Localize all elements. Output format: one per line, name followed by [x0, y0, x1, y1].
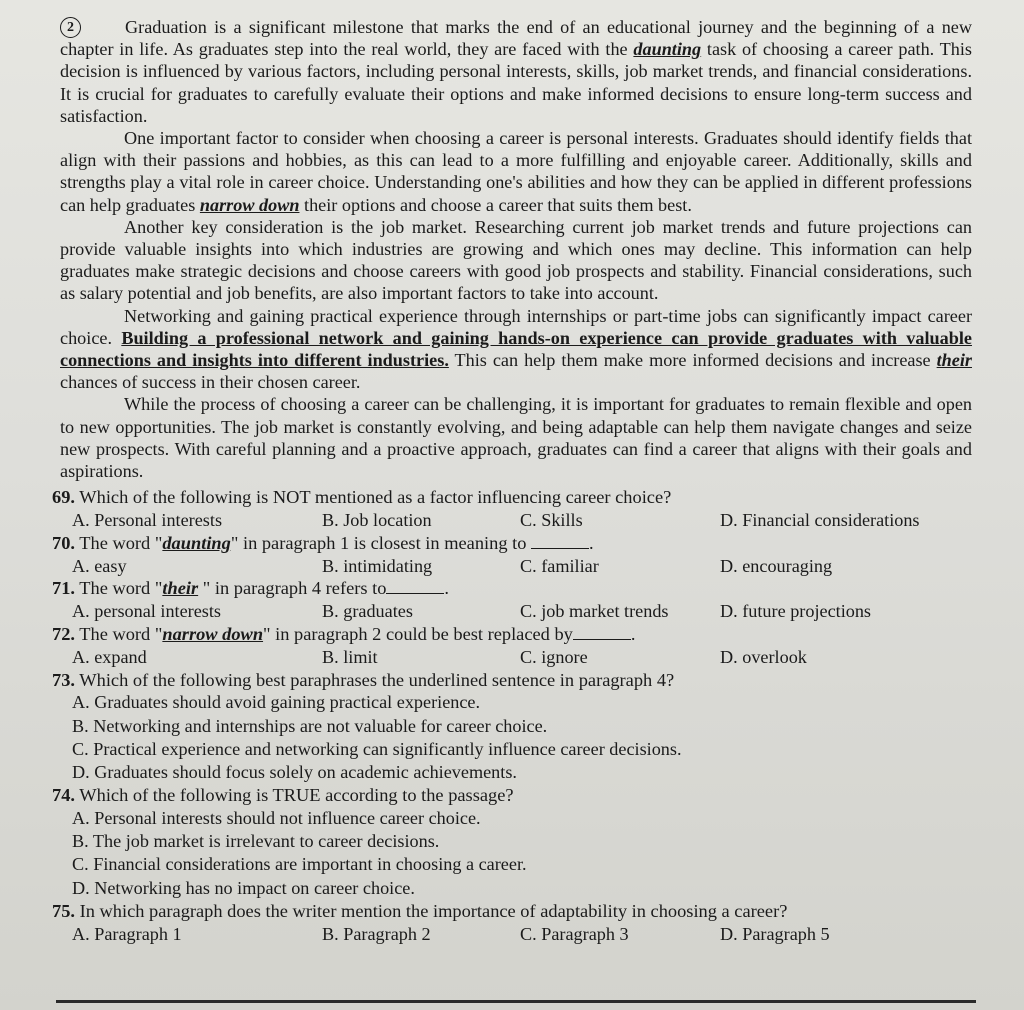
underlined-word-daunting: daunting [633, 39, 702, 60]
option-d[interactable]: D. Paragraph 5 [720, 923, 830, 944]
question-number: 71. [52, 578, 75, 599]
options-71 [60, 600, 972, 623]
paragraph-5: While the process of choosing a career can be challenging, it is important for graduates to remain flexible and open to new opportunities. The job market is constantly evolving, and being adaptable can help them navigate changes and seize new prospects. With careful planning and a proactive approach, graduates can find a career that aligns with their goals and aspirations. [60, 394, 972, 482]
question-text: Which of the following is NOT mentioned as a factor influencing career choice? [75, 487, 672, 508]
paragraph-2-text-a: One important factor to consider when choosing a career is personal interests. Graduates should identify fields that align with their passions and hobbies, as this can lead to a more fulfilling and enjoyable career. Additionally, skills and strengths play a vital role in career choice. Understanding one's abilities and how they can be applied in different professions can help graduates [60, 128, 972, 215]
option-c[interactable]: C. job market trends [520, 601, 669, 622]
question-keyword: daunting [162, 532, 231, 553]
question-text: Which of the following is TRUE according to the passage? [75, 785, 514, 806]
question-74 [52, 784, 972, 807]
option-a[interactable]: A. Personal interests [72, 510, 223, 531]
bottom-rule [56, 1000, 976, 1003]
underlined-sentence: Building a professional network and gaining hands-on experience can provide graduates with valuable connections and insights into different industries. [60, 327, 972, 371]
option-c[interactable]: C. Paragraph 3 [520, 923, 629, 944]
question-keyword: narrow down [162, 624, 264, 645]
question-number: 72. [52, 624, 75, 645]
question-number: 73. [52, 669, 75, 690]
question-text-pre: The word " [75, 578, 163, 599]
options-70 [60, 555, 972, 578]
answer-blank [531, 534, 589, 549]
option-c[interactable]: C. Skills [520, 510, 583, 531]
paragraph-1-text-a: Graduation is a significant milestone that marks the end of an educational journey and the beginning of a new chapter in life. As graduates step into the real world, they are faced with the [60, 17, 972, 60]
underlined-word-narrow-down: narrow down [199, 194, 300, 215]
question-end: . [589, 532, 594, 553]
option-b[interactable]: B. intimidating [322, 555, 433, 576]
answer-blank [386, 579, 444, 594]
option-b[interactable]: B. The job market is irrelevant to career decisions. [72, 831, 440, 852]
option-b[interactable]: B. Networking and internships are not valuable for career choice. [72, 715, 548, 736]
question-number: 75. [52, 900, 75, 921]
question-text-post: " in paragraph 2 could be best replaced by [263, 624, 573, 645]
question-text-pre: The word " [75, 624, 163, 645]
question-text-pre: The word " [75, 532, 163, 553]
option-a[interactable]: A. Graduates should avoid gaining practical experience. [72, 692, 481, 713]
option-b[interactable]: B. limit [322, 646, 378, 667]
option-a[interactable]: A. easy [72, 555, 127, 576]
paragraph-4-text-c: chances of success in their chosen career. [60, 372, 361, 393]
paragraph-2-text-b: their options and choose a career that suits them best. [299, 194, 692, 215]
paragraph-2 [60, 127, 972, 216]
passage-number-badge: 2 [60, 17, 81, 38]
question-text-post: " in paragraph 4 refers to [198, 578, 387, 599]
option-d[interactable]: D. Financial considerations [720, 510, 920, 531]
question-text: Which of the following best paraphrases the underlined sentence in paragraph 4? [75, 669, 675, 690]
question-number: 74. [52, 785, 75, 806]
option-b[interactable]: B. Job location [322, 510, 432, 531]
question-69 [52, 486, 972, 509]
paragraph-1-text-b: task of choosing a career path. This decision is influenced by various factors, including personal interests, skills, job market trends, and financial considerations. It is crucial for graduates to carefully evaluate their options and make informed decisions to ensure long-term success and satisfaction. [60, 39, 972, 126]
question-number: 70. [52, 532, 75, 553]
paragraph-4-text-a: Networking and gaining practical experience through internships or part-time jobs can significantly impact career choice. [60, 305, 972, 348]
question-end: . [630, 624, 636, 645]
question-72 [52, 623, 972, 646]
option-d[interactable]: D. overlook [720, 646, 807, 667]
question-73 [52, 669, 972, 692]
answer-blank [573, 625, 631, 640]
question-list [52, 486, 972, 945]
option-a[interactable]: A. Personal interests should not influence career choice. [72, 808, 481, 829]
options-69 [60, 509, 972, 532]
option-c[interactable]: C. ignore [520, 646, 588, 667]
option-d[interactable]: D. encouraging [720, 555, 833, 576]
option-d[interactable]: D. future projections [720, 601, 872, 622]
paragraph-3: Another key consideration is the job market. Researching current job market trends and future projections can provide valuable insights into which industries are growing and which ones may decline. This information can help graduates make strategic decisions and choose careers with good job prospects and stability. Financial considerations, such as salary potential and job benefits, are also important factors to take into account. [60, 216, 972, 304]
question-keyword: their [162, 578, 199, 599]
question-75 [52, 900, 972, 923]
option-c[interactable]: C. Financial considerations are important in choosing a career. [72, 854, 527, 875]
option-b[interactable]: B. Paragraph 2 [322, 923, 431, 944]
option-a[interactable]: A. expand [72, 646, 147, 667]
question-70 [52, 532, 972, 555]
option-b[interactable]: B. graduates [322, 601, 413, 622]
question-text: In which paragraph does the writer mention the importance of adaptability in choosing a career? [75, 900, 788, 921]
question-number: 69. [52, 487, 75, 508]
option-d[interactable]: D. Graduates should focus solely on academic achievements. [72, 762, 517, 783]
options-72 [60, 646, 972, 669]
question-text-post: " in paragraph 1 is closest in meaning to [230, 532, 527, 553]
question-71 [52, 577, 972, 600]
option-d[interactable]: D. Networking has no impact on career choice. [72, 877, 415, 898]
option-c[interactable]: C. familiar [520, 555, 599, 576]
option-a[interactable]: A. personal interests [72, 601, 221, 622]
question-end: . [444, 578, 450, 599]
reading-passage [52, 16, 972, 945]
paragraph-4-text-b: This can help them make more informed decisions and increase [448, 350, 937, 371]
options-75 [60, 923, 972, 946]
option-a[interactable]: A. Paragraph 1 [72, 923, 182, 944]
underlined-word-their: their [936, 350, 972, 371]
option-c[interactable]: C. Practical experience and networking can significantly influence career decisions. [72, 738, 682, 759]
paragraph-1 [60, 16, 972, 127]
paragraph-4 [60, 305, 972, 394]
